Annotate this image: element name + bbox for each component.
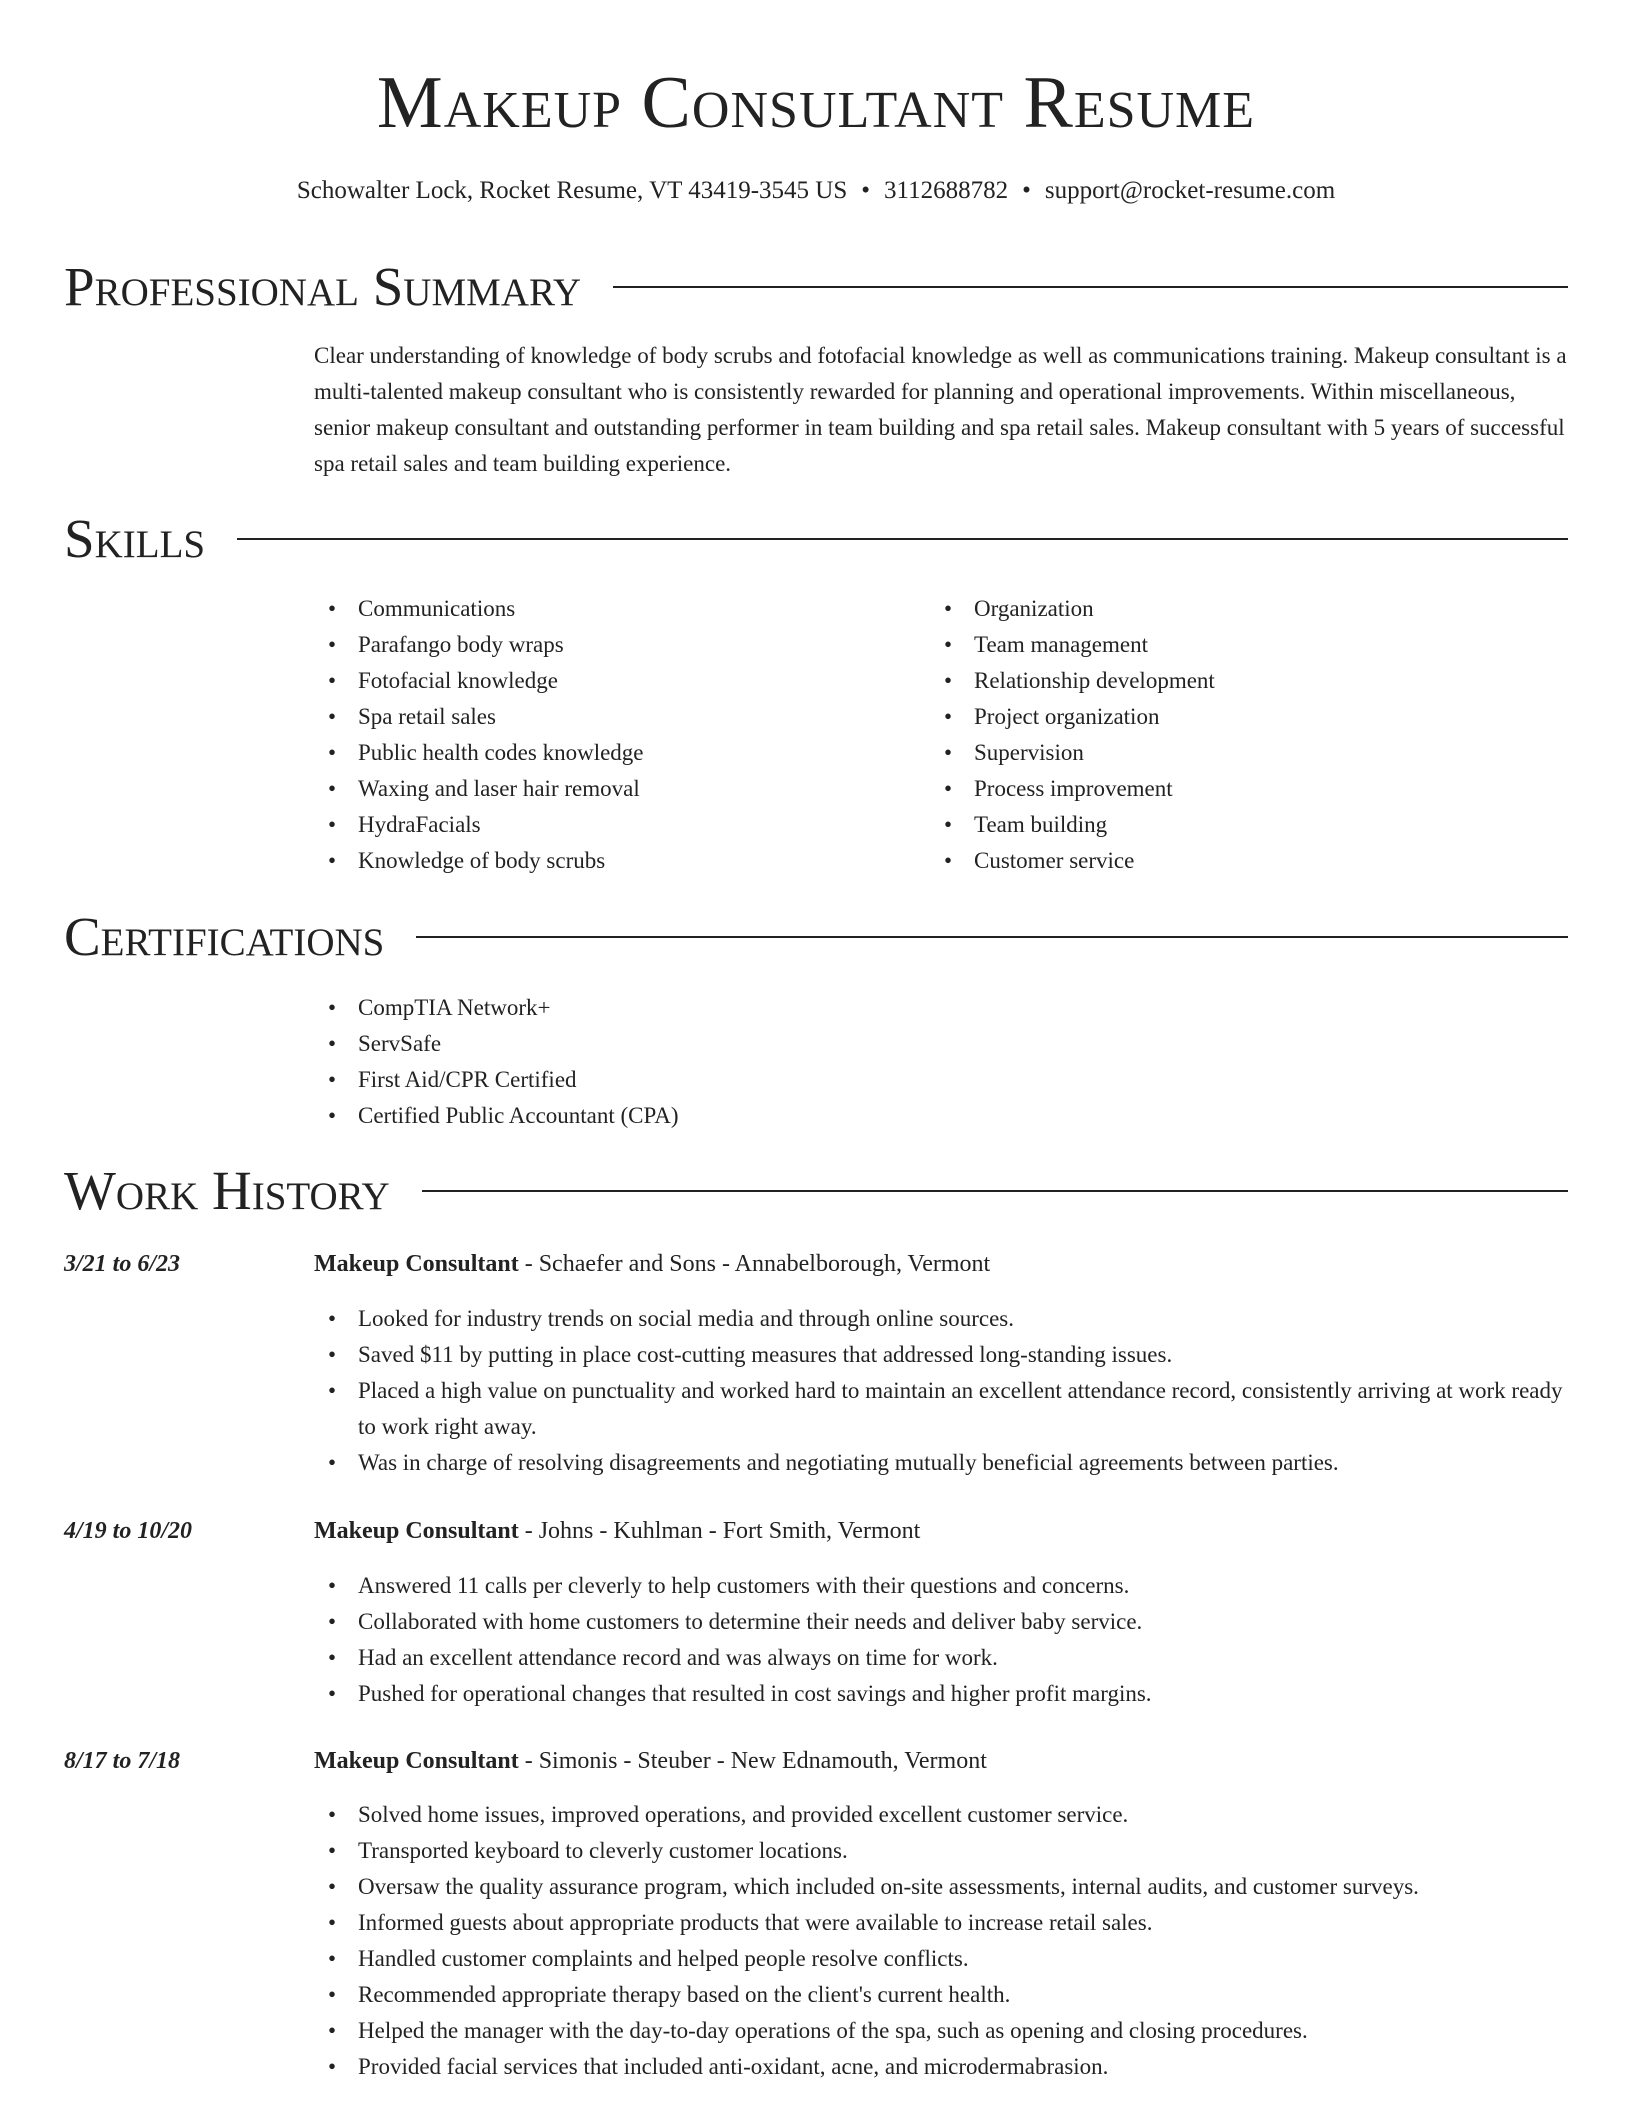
separator-dot: • xyxy=(861,177,870,204)
list-item: • Public health codes knowledge xyxy=(314,735,914,771)
list-item: • Oversaw the quality assurance program, which included on-site assessments, internal audits, and customer surveys. xyxy=(314,1869,1568,1905)
list-item: • Spa retail sales xyxy=(314,699,914,735)
section-title-work-history: Work History xyxy=(64,1160,390,1221)
list-item: • Helped the manager with the day-to-day operations of the spa, such as opening and closing procedures. xyxy=(314,2013,1568,2049)
job-employer: - Simonis - Steuber - New Ednamouth, Vermont xyxy=(518,1748,987,1774)
list-item: • Saved $11 by putting in place cost-cutting measures that addressed long-standing issues. xyxy=(314,1337,1568,1373)
summary-section-header xyxy=(64,257,1568,317)
list-item: • Recommended appropriate therapy based on the client's current health. xyxy=(314,1977,1568,2013)
list-item: • HydraFacials xyxy=(314,807,914,843)
list-item: • Team building xyxy=(930,807,1550,843)
list-item: • Certified Public Accountant (CPA) xyxy=(314,1098,1114,1134)
skills-section-header xyxy=(64,509,1568,569)
job-heading xyxy=(314,1746,987,1776)
list-item: • Looked for industry trends on social media and through online sources. xyxy=(314,1301,1568,1337)
section-divider xyxy=(613,286,1568,288)
list-item: • Supervision xyxy=(930,735,1550,771)
list-item: • Communications xyxy=(314,591,914,627)
list-item: • Customer service xyxy=(930,843,1550,879)
list-item: • Answered 11 calls per cleverly to help customers with their questions and concerns. xyxy=(314,1568,1568,1604)
section-title-skills: Skills xyxy=(64,508,206,569)
list-item: • Knowledge of body scrubs xyxy=(314,843,914,879)
list-item: • Pushed for operational changes that resulted in cost savings and higher profit margins. xyxy=(314,1676,1568,1712)
section-divider xyxy=(422,1190,1568,1192)
section-divider xyxy=(416,936,1568,938)
list-item: • Fotofacial knowledge xyxy=(314,663,914,699)
list-item: • Process improvement xyxy=(930,771,1550,807)
skills-list-left xyxy=(314,591,914,879)
list-item: • CompTIA Network+ xyxy=(314,990,1114,1026)
list-item: • Team management xyxy=(930,627,1550,663)
list-item: • Organization xyxy=(930,591,1550,627)
certifications-list xyxy=(314,990,1114,1134)
list-item: • Solved home issues, improved operations, and provided excellent customer service. xyxy=(314,1797,1568,1833)
list-item: • Parafango body wraps xyxy=(314,627,914,663)
job-title: Makeup Consultant xyxy=(314,1518,519,1544)
job-duties-list xyxy=(314,1568,1568,1712)
address: Schowalter Lock, Rocket Resume, VT 43419-3545 US xyxy=(296,177,848,204)
work-section-header xyxy=(64,1161,1568,1221)
job-heading xyxy=(314,1516,920,1546)
job-dates: 8/17 to 7/18 xyxy=(64,1748,181,1774)
list-item: • ServSafe xyxy=(314,1026,1114,1062)
list-item: • First Aid/CPR Certified xyxy=(314,1062,1114,1098)
section-title-summary: Professional Summary xyxy=(64,256,582,317)
section-title-certifications: Certifications xyxy=(64,906,385,967)
contact-line xyxy=(0,176,1632,206)
job-employer: - Johns - Kuhlman - Fort Smith, Vermont xyxy=(518,1518,921,1544)
list-item: • Was in charge of resolving disagreements and negotiating mutually beneficial agreements between parties. xyxy=(314,1445,1568,1481)
list-item: • Transported keyboard to cleverly customer locations. xyxy=(314,1833,1568,1869)
list-item: • Relationship development xyxy=(930,663,1550,699)
skills-list-right xyxy=(930,591,1550,879)
certifications-section-header xyxy=(64,907,1568,967)
phone: 3112688782 xyxy=(884,177,1009,204)
list-item: • Collaborated with home customers to determine their needs and deliver baby service. xyxy=(314,1604,1568,1640)
job-dates: 3/21 to 6/23 xyxy=(64,1251,181,1277)
list-item: • Provided facial services that included anti-oxidant, acne, and microdermabrasion. xyxy=(314,2049,1568,2085)
list-item: • Handled customer complaints and helped people resolve conflicts. xyxy=(314,1941,1568,1977)
list-item: • Waxing and laser hair removal xyxy=(314,771,914,807)
job-duties-list xyxy=(314,1797,1568,2085)
email: support@rocket-resume.com xyxy=(1044,177,1336,204)
list-item: • Informed guests about appropriate products that were available to increase retail sales. xyxy=(314,1905,1568,1941)
job-title: Makeup Consultant xyxy=(314,1748,519,1774)
section-divider xyxy=(237,538,1568,540)
separator-dot: • xyxy=(1022,177,1031,204)
resume-title: Makeup Consultant Resume xyxy=(376,62,1256,144)
job-employer: - Schaefer and Sons - Annabelborough, Vermont xyxy=(518,1251,991,1277)
summary-text: Clear understanding of knowledge of body scrubs and fotofacial knowledge as well as communications training. Makeup consultant is a multi-talented makeup consultant who is consistently rewarded for planning and operational improvements. Within miscellaneous, senior makeup consultant and outstanding performer in team building and spa retail sales. Makeup consultant with 5 years of successful spa retail sales and team building experience. xyxy=(314,343,1567,476)
list-item: • Placed a high value on punctuality and worked hard to maintain an excellent attendance record, consistently arriving at work ready to work right away. xyxy=(314,1373,1568,1445)
list-item: • Had an excellent attendance record and was always on time for work. xyxy=(314,1640,1568,1676)
job-title: Makeup Consultant xyxy=(314,1251,519,1277)
job-heading xyxy=(314,1249,990,1279)
job-duties-list xyxy=(314,1301,1568,1481)
list-item: • Project organization xyxy=(930,699,1550,735)
job-dates: 4/19 to 10/20 xyxy=(64,1518,193,1544)
